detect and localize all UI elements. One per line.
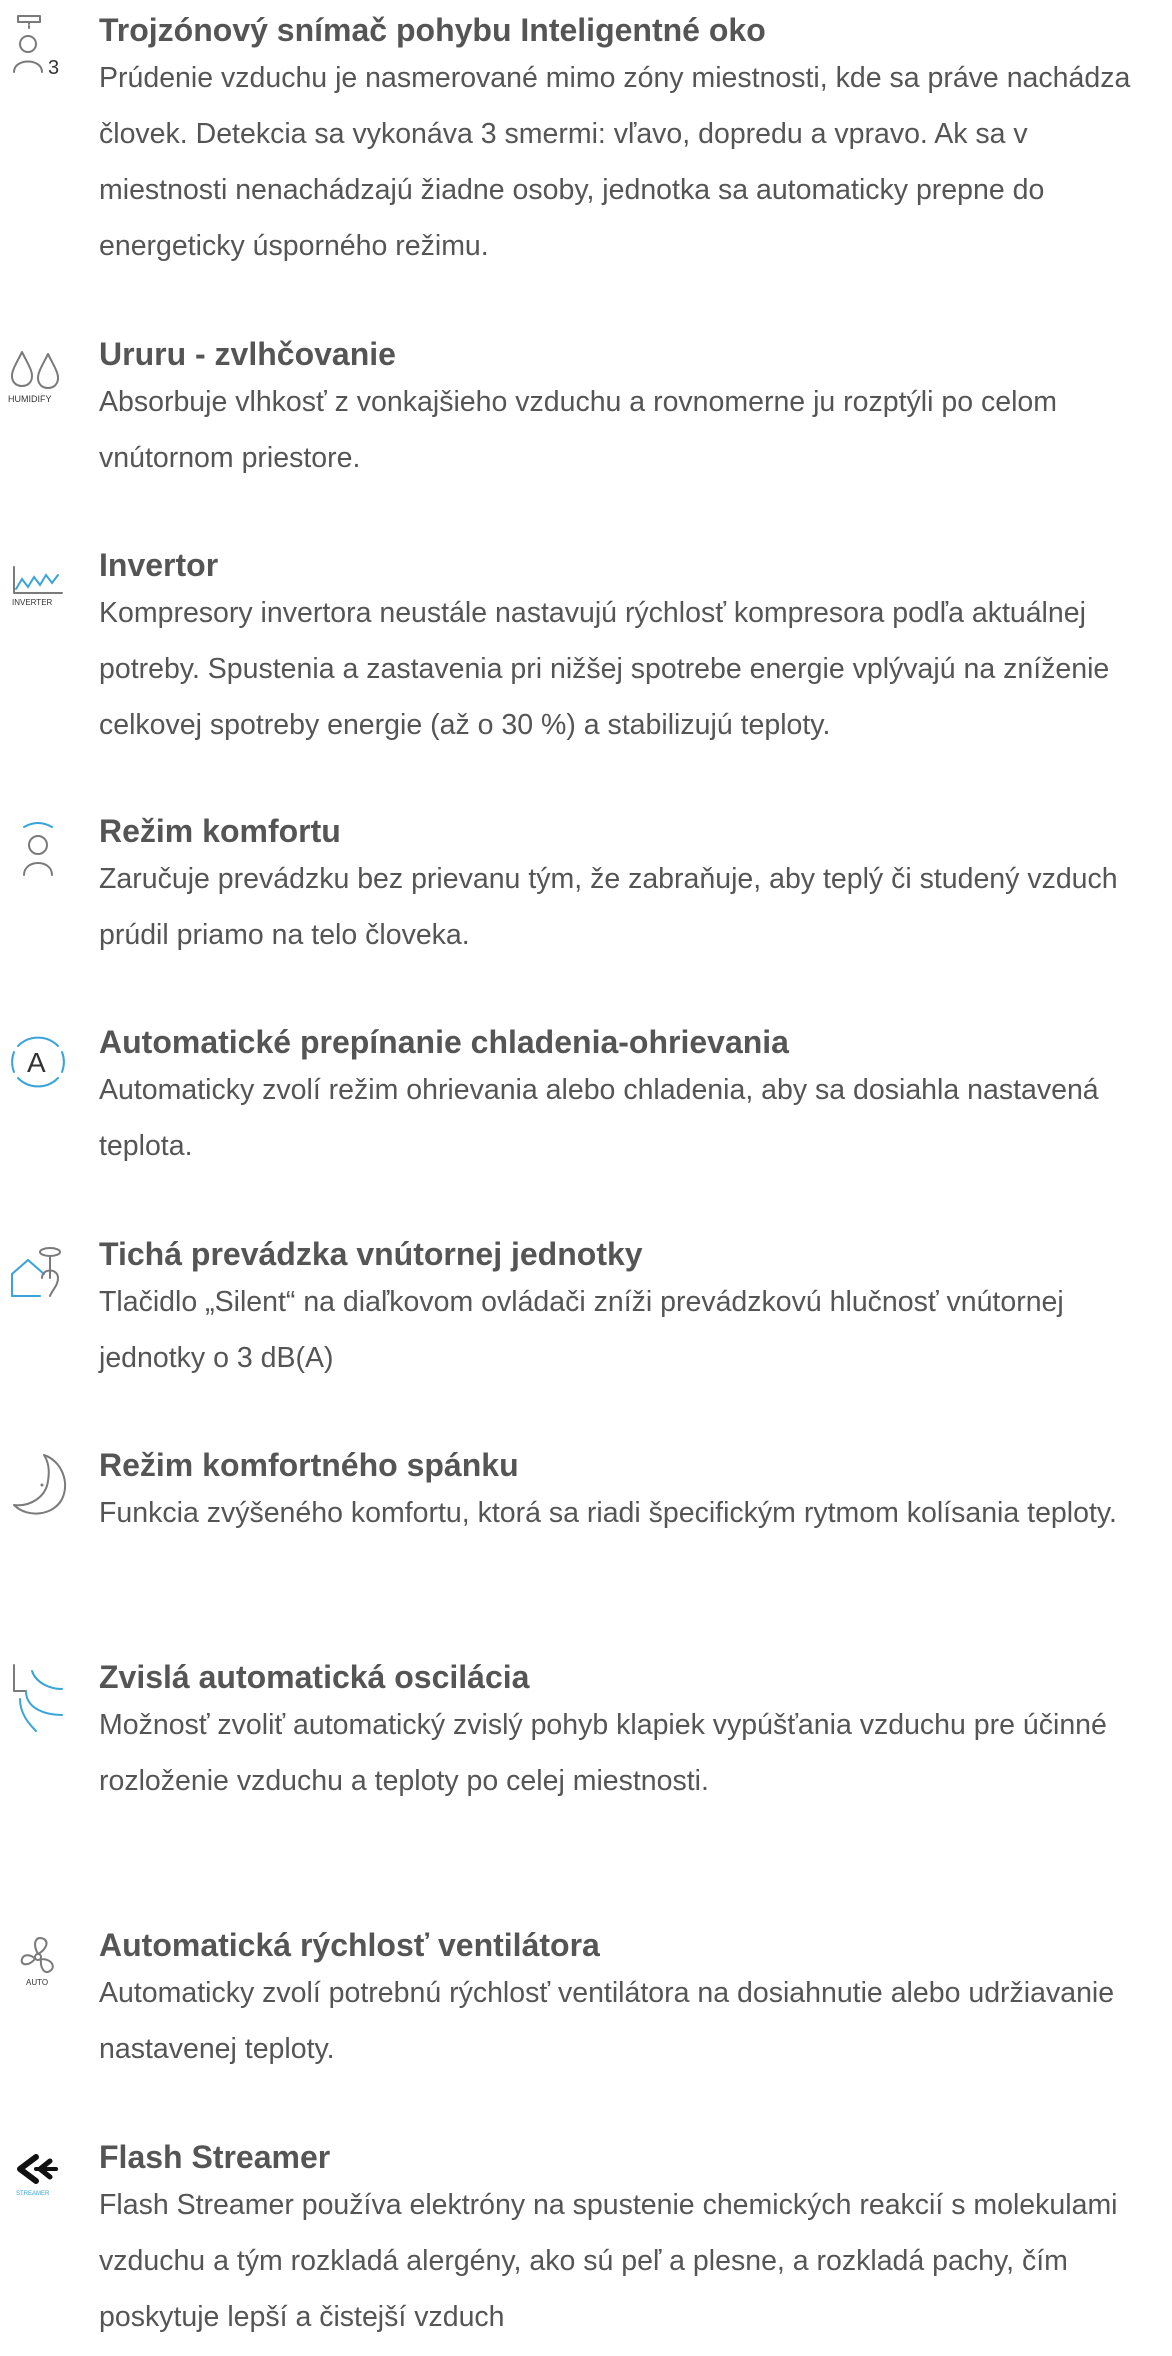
feature-motion-sensor [0, 10, 1172, 270]
feature-title: Automatické prepínanie chladenia-ohrievania [99, 1024, 789, 1060]
feature-auto-switch [0, 1022, 1172, 1172]
feature-description: Funkcia zvýšeného komfortu, ktorá sa riadi špecifickým rytmom kolísania teploty. [99, 1497, 1117, 1529]
feature-silent-operation [0, 1234, 1172, 1384]
feature-inverter [0, 545, 1172, 755]
feature-description: Flash Streamer používa elektróny na spustenie chemických reakcií s molekulami vzduchu a tým rozkladá alergény, ako sú peľ a plesne, a rozkladá pachy, čím poskytuje lepší a čistejší vzduch [99, 2189, 1118, 2333]
inverter-icon [6, 549, 70, 621]
feature-auto-fan [0, 1925, 1172, 2075]
auto-fan-icon-label: AUTO [26, 1978, 49, 1987]
feature-description: Automaticky zvolí režim ohrievania alebo chladenia, aby sa dosiahla nastavená teplota. [99, 1074, 1099, 1162]
feature-description: Možnosť zvoliť automatický zvislý pohyb klapiek vypúšťania vzduchu pre účinné rozloženie vzduchu a teploty po celej miestnosti. [99, 1709, 1107, 1797]
feature-description: Zaručuje prevádzku bez prievanu tým, že zabraňuje, aby teplý či studený vzduch prúdil priamo na telo človeka. [99, 863, 1118, 951]
feature-description: Tlačidlo „Silent“ na diaľkovom ovládači zníži prevádzkovú hlučnosť vnútornej jednotky o 3 dB(A) [99, 1286, 1064, 1374]
silent-operation-icon [6, 1238, 70, 1310]
motion-sensor-icon [6, 14, 70, 86]
feature-description: Absorbuje vlhkosť z vonkajšieho vzduchu a rovnomerne ju rozptýli po celom vnútornom priestore. [99, 386, 1058, 474]
vertical-swing-icon [6, 1661, 70, 1733]
flash-streamer-icon [6, 2141, 70, 2213]
feature-title: Ururu - zvlhčovanie [99, 336, 396, 372]
feature-description: Prúdenie vzduchu je nasmerované mimo zóny miestnosti, kde sa práve nachádza človek. Detekcia sa vykonáva 3 smermi: vľavo, dopredu a vpravo. Ak sa v miestnosti nenachádzajú žiadne osoby, jednotka sa automaticky prepne do energeticky úsporného režimu. [99, 62, 1131, 262]
feature-comfort-mode [0, 811, 1172, 961]
feature-description: Automaticky zvolí potrebnú rýchlosť ventilátora na dosiahnutie alebo udržiavanie nastavenej teploty. [99, 1977, 1115, 2065]
humidify-icon-label: HUMIDIFY [8, 394, 52, 404]
feature-humidify [0, 334, 1172, 484]
feature-title: Invertor [99, 547, 219, 583]
feature-description: Kompresory invertora neustále nastavujú rýchlosť kompresora podľa aktuálnej potreby. Spustenia a zastavenia pri nižšej spotrebe energie vplývajú na zníženie celkovej spotreby energie (až o 30 %) a stabilizujú teploty. [99, 597, 1110, 741]
feature-vertical-swing [0, 1657, 1172, 1807]
auto-switch-icon-label: A [27, 1047, 46, 1078]
auto-fan-icon [6, 1929, 70, 2001]
humidify-icon [6, 338, 70, 410]
feature-sleep-mode [0, 1445, 1172, 1565]
auto-switch-icon [6, 1026, 70, 1098]
sleep-mode-icon [6, 1449, 70, 1521]
inverter-icon-label: INVERTER [12, 598, 53, 607]
feature-title: Automatická rýchlosť ventilátora [99, 1927, 600, 1963]
feature-title: Trojzónový snímač pohybu Inteligentné oko [99, 12, 766, 48]
flash-streamer-icon-label: STREAMER [16, 2191, 50, 2197]
comfort-mode-icon [6, 815, 70, 887]
feature-title: Režim komfortu [99, 813, 341, 849]
motion-sensor-icon-label: 3 [48, 57, 60, 79]
feature-title: Tichá prevádzka vnútornej jednotky [99, 1236, 643, 1272]
feature-title: Režim komfortného spánku [99, 1447, 519, 1483]
feature-flash-streamer [0, 2137, 1172, 2347]
feature-title: Flash Streamer [99, 2139, 331, 2175]
feature-title: Zvislá automatická oscilácia [99, 1659, 530, 1695]
